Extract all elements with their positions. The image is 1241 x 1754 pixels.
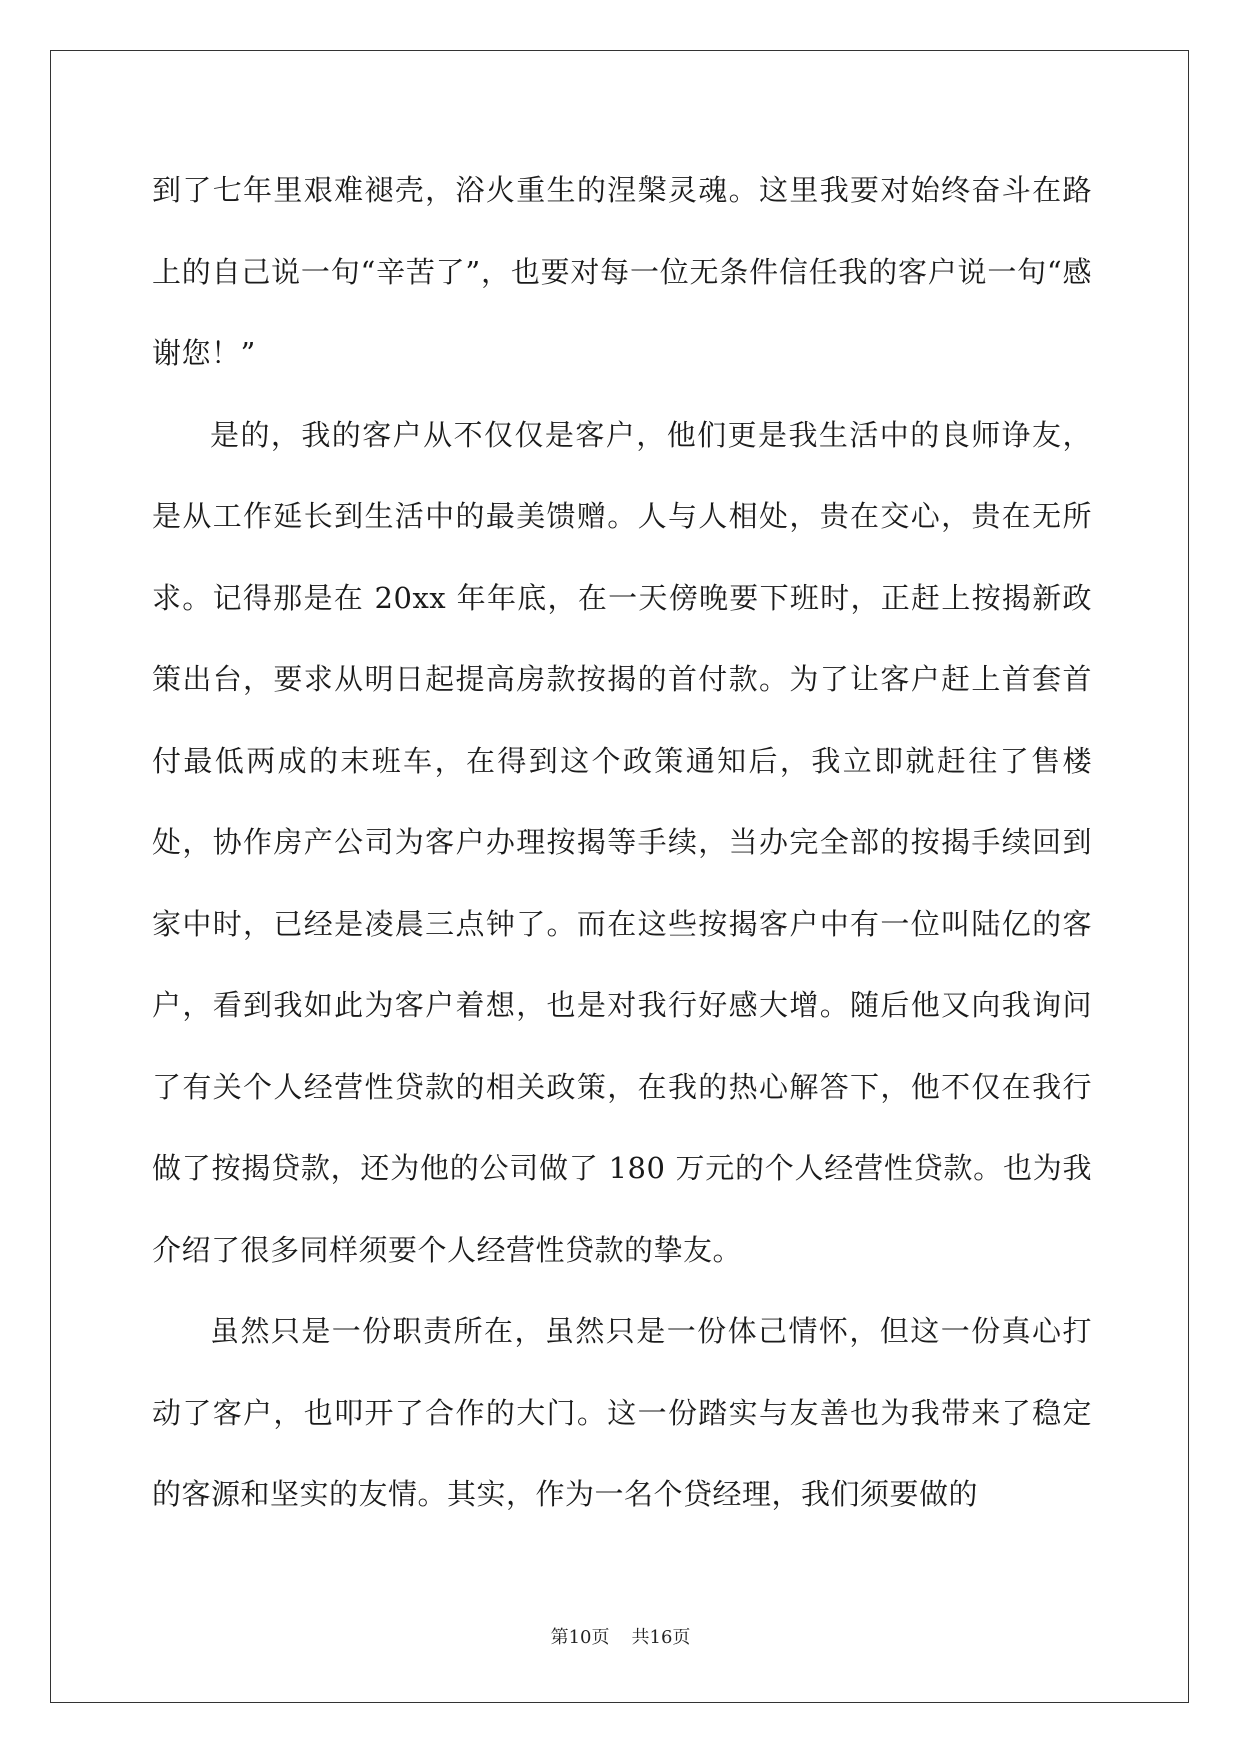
document-body (152, 150, 1092, 1536)
paragraph-3: 虽然只是一份职责所在，虽然只是一份体己情怀，但这一份真心打动了客户，也叩开了合作的大门。这一份踏实与友善也为我带来了稳定的客源和坚实的友情。其实，作为一名个贷经理，我们须要做的 (152, 1314, 1092, 1511)
page-number-total: 共16页 (631, 1627, 691, 1648)
paragraph-1: 到了七年里艰难褪壳，浴火重生的涅槃灵魂。这里我要对始终奋斗在路上的自己说一句“辛苦了”，也要对每一位无条件信任我的客户说一句“感谢您！” (152, 173, 1092, 370)
page-footer (0, 1623, 1241, 1649)
paragraph-2: 是的，我的客户从不仅仅是客户，他们更是我生活中的良师诤友，是从工作延长到生活中的最美馈赠。人与人相处，贵在交心，贵在无所求。记得那是在 20xx 年年底，在一天傍晚要下班时，正赶上按揭新政策出台，要求从明日起提高房款按揭的首付款。为了让客户赶上首套首付最低两成的末班车，在得到这个政策通知后，我立即就赶往了售楼处，协作房产公司为客户办理按揭等手续，当办完全部的按揭手续回到家中时，已经是凌晨三点钟了。而在这些按揭客户中有一位叫陆亿的客户，看到我如此为客户着想，也是对我行好感大增。随后他又向我询问了有关个人经营性贷款的相关政策，在我的热心解答下，他不仅在我行做了按揭贷款，还为他的公司做了 180 万元的个人经营性贷款。也为我介绍了很多同样须要个人经营性贷款的挚友。 (152, 417, 1092, 1267)
page-number-current: 第10页 (550, 1627, 610, 1648)
